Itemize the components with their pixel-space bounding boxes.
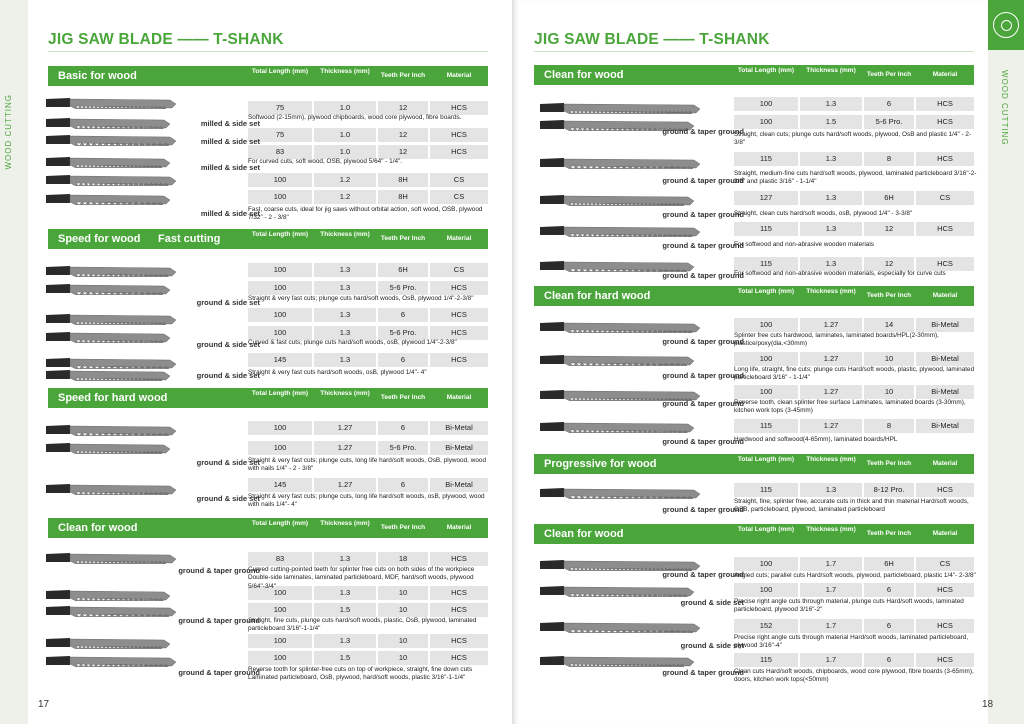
column-header-tpi: Teeth Per Inch: [380, 524, 426, 531]
column-header-tpi: Teeth Per Inch: [380, 235, 426, 242]
saw-blade-image: [46, 97, 176, 109]
column-header-thickness: Thickness (mm): [320, 231, 370, 238]
blade-grind-label: milled & side set: [200, 119, 260, 128]
spec-cell-thickness: 1.27: [314, 421, 376, 435]
application-description: Straight, clean cuts; plunge cuts hard/soft woods, plywood, OsB and plastic 1/4" - 2-3/8": [734, 131, 972, 147]
saw-blade-image: [46, 331, 170, 343]
spec-cell-tpi: 6: [864, 619, 914, 633]
blade-grind-label: ground & taper ground: [662, 241, 744, 250]
column-header-tpi: Teeth Per Inch: [866, 530, 912, 537]
spec-cell-tpi: 6H: [864, 191, 914, 205]
spec-cell-thickness: 1.5: [314, 603, 376, 617]
spec-cell-thickness: 1.3: [800, 191, 862, 205]
spec-cell-tpi: 14: [864, 318, 914, 332]
spec-cell-thickness: 1.3: [314, 586, 376, 600]
spec-cell-material: HCS: [916, 483, 974, 497]
blade-grind-label: milled & side set: [200, 137, 260, 146]
application-description: Straight, fine, splinter free, accurate cuts in thick and thin material Hard/soft woods, OSB, particleboard, plywood, laminated particleboard: [734, 498, 969, 514]
blade-grind-label: ground & side set: [680, 598, 744, 607]
spec-cell-material: Bi-Metal: [916, 352, 974, 366]
application-description: Reverse tooth for splinter-free cuts on top of workpiece, straight, fine down cuts Laminated particleboard, OsB, plywood, hard/soft woods, plastic 3/16"-1-1/4": [248, 666, 473, 682]
application-description: Precise right angle cuts through material Hard/soft woods, laminated particleboard, plywood 3/16"-4": [734, 634, 969, 650]
saw-blade-image: [46, 589, 170, 601]
spec-cell-length: 83: [248, 145, 312, 159]
saw-blade-image: [46, 117, 170, 129]
saw-blade-image: [46, 265, 176, 277]
section-title: Clean for wood: [544, 69, 624, 81]
section-header: [534, 286, 974, 306]
right-page-title: JIG SAW BLADE —— T-SHANK: [534, 31, 770, 48]
spec-cell-thickness: 1.5: [314, 651, 376, 665]
spec-cell-material: HCS: [430, 651, 488, 665]
blade-grind-label: ground & taper ground: [662, 437, 744, 446]
spec-cell-tpi: 8-12 Pro.: [864, 483, 914, 497]
spec-cell-material: HCS: [430, 353, 488, 367]
spec-cell-thickness: 1.27: [800, 352, 862, 366]
spec-cell-thickness: 1.2: [314, 190, 376, 204]
saw-blade-image: [46, 637, 170, 649]
blade-grind-label: ground & taper ground: [662, 337, 744, 346]
blade-grind-label: ground & taper ground: [662, 371, 744, 380]
spec-cell-tpi: 8: [864, 419, 914, 433]
spec-cell-thickness: 1.3: [800, 97, 862, 111]
application-description: Softwood (2-15mm), plywood chipboards, wood core plywood, fibre boards.: [248, 114, 462, 121]
column-header-thickness: Thickness (mm): [806, 456, 856, 463]
spec-cell-material: HCS: [916, 97, 974, 111]
spec-cell-material: HCS: [916, 619, 974, 633]
spec-cell-thickness: 1.0: [314, 101, 376, 115]
blade-grind-label: ground & taper ground: [178, 668, 260, 677]
spec-cell-length: 100: [248, 263, 312, 277]
saw-blade-image: [540, 225, 700, 237]
spec-cell-length: 83: [248, 552, 312, 566]
application-description: Reverse tooth, clean splinter free surface Laminates, laminated boards (3-30mm), kitchen work tops (3-45mm): [734, 399, 966, 415]
spec-cell-material: HCS: [916, 257, 974, 271]
spec-cell-tpi: 12: [864, 257, 914, 271]
column-header-tpi: Teeth Per Inch: [866, 460, 912, 467]
blade-grind-label: ground & side set: [196, 371, 260, 380]
spec-cell-material: HCS: [430, 326, 488, 340]
spec-cell-thickness: 1.0: [314, 128, 376, 142]
spec-cell-material: CS: [430, 173, 488, 187]
column-header-tpi: Teeth Per Inch: [380, 72, 426, 79]
spec-cell-length: 100: [734, 318, 798, 332]
section-title: Speed for hard wood: [58, 392, 168, 404]
saw-blade-image: [46, 156, 170, 168]
spec-cell-thickness: 1.5: [800, 115, 862, 129]
saw-blade-image: [540, 655, 694, 667]
spec-cell-length: 115: [734, 483, 798, 497]
blade-grind-label: ground & taper ground: [662, 570, 744, 579]
spec-cell-thickness: 1.2: [314, 173, 376, 187]
spec-cell-material: CS: [430, 190, 488, 204]
saw-blade-image: [46, 134, 176, 146]
spec-cell-material: Bi-Metal: [430, 421, 488, 435]
saw-blade-image: [46, 605, 176, 617]
left-title-rule: [48, 51, 488, 52]
spec-cell-length: 100: [734, 115, 798, 129]
column-header-material: Material: [932, 530, 958, 537]
column-header-length: Total Length (mm): [737, 526, 795, 533]
column-header-material: Material: [446, 72, 472, 79]
blade-grind-label: ground & taper ground: [662, 127, 744, 136]
spec-cell-length: 100: [248, 190, 312, 204]
section-header: [534, 454, 974, 474]
spec-cell-thickness: 1.27: [314, 441, 376, 455]
spec-cell-tpi: 6: [378, 478, 428, 492]
section-header: [534, 65, 974, 85]
column-header-length: Total Length (mm): [251, 520, 309, 527]
spec-cell-tpi: 8H: [378, 190, 428, 204]
column-header-thickness: Thickness (mm): [320, 68, 370, 75]
spec-cell-length: 100: [248, 173, 312, 187]
spec-cell-length: 100: [248, 308, 312, 322]
column-header-length: Total Length (mm): [251, 390, 309, 397]
spec-cell-thickness: 1.3: [800, 257, 862, 271]
application-description: Curved & fast cuts; plunge cuts hard/soft woods, osB, plywood 1/4"-2-3/8": [248, 339, 457, 346]
saw-blade-image: [46, 442, 170, 454]
column-header-material: Material: [932, 71, 958, 78]
column-header-thickness: Thickness (mm): [806, 288, 856, 295]
application-description: Straight, clean cuts hard/soft woods, osB, plywood 1/4" - 3-3/8": [734, 210, 913, 217]
spec-cell-material: Bi-Metal: [916, 318, 974, 332]
spec-cell-thickness: 1.3: [800, 483, 862, 497]
application-description: For softwood and non-abrasive wooden materials: [734, 241, 874, 248]
spec-cell-tpi: 6: [378, 308, 428, 322]
spec-cell-thickness: 1.3: [314, 308, 376, 322]
spec-cell-tpi: 6: [864, 97, 914, 111]
saw-blade-image: [46, 369, 170, 381]
spec-cell-thickness: 1.7: [800, 619, 862, 633]
application-description: Straight & very fast cuts; plunge cuts, long life hard/soft woods, OsB, plywood, wood with nails 1/4" - 2 - 3/8": [248, 457, 486, 473]
spec-cell-length: 100: [248, 651, 312, 665]
blade-grind-label: milled & side set: [200, 163, 260, 172]
application-description: Curved cutting-pointed teeth for splinter free cuts on both sides of the workpiece Double-side laminates, laminated particleboard, MDF, hard/soft woods, plywood 5/64"-3/4": [248, 566, 475, 590]
section-subtitle: Fast cutting: [158, 233, 221, 245]
application-description: Straight & very fast cuts; plunge cuts hard/soft woods, OsB, plywood 1/4"-2-3/8": [248, 295, 474, 302]
blade-grind-label: ground & taper ground: [662, 505, 744, 514]
spec-cell-tpi: 8: [864, 152, 914, 166]
left-page-number: 17: [38, 699, 50, 710]
spec-cell-length: 100: [248, 326, 312, 340]
left-page-title: JIG SAW BLADE —— T-SHANK: [48, 31, 284, 48]
blade-grind-label: ground & taper ground: [662, 176, 744, 185]
spec-cell-length: 100: [248, 281, 312, 295]
saw-blade-image: [540, 354, 694, 366]
spec-cell-tpi: 5-6 Pro.: [378, 281, 428, 295]
blade-grind-label: ground & taper ground: [662, 668, 744, 677]
application-description: Clean cuts Hard/soft woods, chipboards, wood core plywood, fibre boards (3-65mm), doors, kitchen work tops(<50mm): [734, 668, 974, 684]
blade-grind-label: ground & taper ground: [662, 399, 744, 408]
spec-cell-material: HCS: [916, 653, 974, 667]
spec-cell-length: 100: [248, 586, 312, 600]
spec-cell-thickness: 1.7: [800, 653, 862, 667]
blade-grind-label: ground & side set: [196, 298, 260, 307]
column-header-material: Material: [932, 460, 958, 467]
spec-cell-tpi: 6: [378, 421, 428, 435]
spec-cell-tpi: 12: [864, 222, 914, 236]
spec-cell-tpi: 5-6 Pro.: [864, 115, 914, 129]
section-title: Speed for wood: [58, 233, 141, 245]
column-header-tpi: Teeth Per Inch: [866, 71, 912, 78]
application-description: Hardwood and softwood(4-65mm), laminated boards/HPL: [734, 436, 898, 443]
spec-cell-tpi: 6: [378, 353, 428, 367]
spec-cell-length: 100: [248, 421, 312, 435]
blade-grind-label: ground & side set: [680, 641, 744, 650]
spec-cell-length: 100: [248, 634, 312, 648]
column-header-thickness: Thickness (mm): [806, 67, 856, 74]
column-header-material: Material: [446, 235, 472, 242]
application-description: Splinter free cuts hardwood, laminates, laminated boards/HPL(2-30mm), plastice/poxy(dia.<30mm): [734, 332, 939, 348]
spec-cell-tpi: 10: [864, 385, 914, 399]
saw-blade-image: [540, 421, 694, 433]
spec-cell-thickness: 1.3: [314, 552, 376, 566]
saw-blade-image: [46, 193, 170, 205]
right-page: [512, 0, 1024, 724]
spec-cell-thickness: 1.3: [314, 281, 376, 295]
saw-blade-image: [540, 194, 694, 206]
spec-cell-material: Bi-Metal: [430, 441, 488, 455]
column-header-thickness: Thickness (mm): [320, 390, 370, 397]
column-header-length: Total Length (mm): [737, 67, 795, 74]
blade-grind-label: ground & taper ground: [178, 566, 260, 575]
blade-grind-label: ground & side set: [196, 458, 260, 467]
spec-cell-thickness: 1.0: [314, 145, 376, 159]
spec-cell-length: 115: [734, 222, 798, 236]
spec-cell-tpi: 10: [378, 603, 428, 617]
saw-blade-image: [46, 483, 176, 495]
saw-blade-image: [46, 552, 176, 564]
spec-cell-tpi: 12: [378, 101, 428, 115]
spec-cell-material: HCS: [916, 583, 974, 597]
blade-grind-label: ground & side set: [196, 340, 260, 349]
spec-cell-material: HCS: [430, 603, 488, 617]
section-header: [48, 388, 488, 408]
spec-cell-material: Bi-Metal: [916, 385, 974, 399]
application-description: Angled cuts; parallel cuts Hard/soft woods, plywood, particleboard, plastic 1/4"- 2-3/8": [734, 572, 976, 579]
application-description: Long life, straight, fine cuts; plunge cuts Hard/soft woods, plastic, plywood, laminated particleboard 3/16" - 1-1/4": [734, 366, 975, 382]
application-description: Straight, fine cuts, plunge cuts hard/soft woods, plastic, OsB, plywood, laminated particleboard 3/16"-1-1/4": [248, 617, 477, 633]
spec-cell-tpi: 10: [864, 352, 914, 366]
section-header: [48, 229, 488, 249]
application-description: Straight & very fast cuts hard/soft woods, osB, plywood 1/4"- 4": [248, 369, 427, 376]
spec-cell-material: CS: [916, 557, 974, 571]
saw-blade-image: [540, 487, 700, 499]
saw-blade-image: [540, 157, 700, 169]
column-header-tpi: Teeth Per Inch: [866, 292, 912, 299]
blade-grind-label: milled & side set: [200, 209, 260, 218]
application-description: Straight, medium-fine cuts hard/soft woods, plywood, laminated particleboard 3/16"-2-3/8" and plastic 3/16" - 1-1/4": [734, 170, 977, 186]
spec-cell-material: CS: [430, 263, 488, 277]
spec-cell-thickness: 1.27: [314, 478, 376, 492]
blade-grind-label: ground & taper ground: [662, 271, 744, 280]
spec-cell-length: 75: [248, 128, 312, 142]
application-description: For curved cuts, soft wood, OSB, plywood 5/64" - 1/4".: [248, 158, 403, 165]
spec-cell-tpi: 5-6 Pro.: [378, 326, 428, 340]
spec-cell-tpi: 10: [378, 634, 428, 648]
column-header-length: Total Length (mm): [737, 456, 795, 463]
spec-cell-length: 75: [248, 101, 312, 115]
blade-grind-label: ground & taper ground: [662, 210, 744, 219]
spec-cell-material: HCS: [430, 586, 488, 600]
spec-cell-thickness: 1.3: [314, 353, 376, 367]
column-header-material: Material: [932, 292, 958, 299]
saw-blade-icon: [993, 12, 1019, 38]
spec-cell-length: 145: [248, 353, 312, 367]
right-page-number: 18: [982, 699, 994, 710]
spec-cell-thickness: 1.3: [800, 152, 862, 166]
blade-grind-label: ground & side set: [196, 494, 260, 503]
spec-cell-tpi: 8H: [378, 173, 428, 187]
spec-cell-thickness: 1.27: [800, 419, 862, 433]
saw-blade-image: [46, 283, 170, 295]
saw-blade-image: [540, 621, 700, 633]
spec-cell-material: HCS: [430, 308, 488, 322]
right-side-label: WOOD CUTTING: [1000, 70, 1009, 146]
spec-cell-tpi: 6: [864, 583, 914, 597]
column-header-thickness: Thickness (mm): [806, 526, 856, 533]
spec-cell-length: 145: [248, 478, 312, 492]
spec-cell-material: HCS: [430, 552, 488, 566]
saw-blade-image: [540, 585, 694, 597]
spec-cell-material: HCS: [430, 634, 488, 648]
spec-cell-material: HCS: [916, 115, 974, 129]
left-side-label: WOOD CUTTING: [4, 94, 13, 170]
spec-cell-thickness: 1.3: [314, 634, 376, 648]
section-title: Clean for wood: [58, 522, 138, 534]
spec-cell-tpi: 12: [378, 128, 428, 142]
column-header-length: Total Length (mm): [737, 288, 795, 295]
saw-blade-image: [46, 174, 176, 186]
spec-cell-length: 115: [734, 419, 798, 433]
saw-blade-image: [540, 102, 700, 114]
spec-cell-length: 115: [734, 152, 798, 166]
spec-cell-length: 115: [734, 653, 798, 667]
spec-cell-material: HCS: [430, 145, 488, 159]
section-title: Progressive for wood: [544, 458, 657, 470]
spec-cell-thickness: 1.3: [314, 263, 376, 277]
application-description: Fast, coarse cuts, ideal for jig saws without orbital action, soft wood, OSB, plywood 7/32" - 2 - 3/8": [248, 206, 483, 222]
right-title-rule: [534, 51, 974, 52]
spec-cell-length: 100: [248, 441, 312, 455]
application-description: For softwood and non-abrasive wooden materials, especially for curve cuts: [734, 270, 946, 277]
spec-cell-thickness: 1.3: [800, 222, 862, 236]
left-side-band: [0, 0, 28, 724]
saw-blade-image: [46, 357, 176, 369]
brand-logo: [988, 0, 1024, 50]
column-header-thickness: Thickness (mm): [320, 520, 370, 527]
spec-cell-thickness: 1.27: [800, 318, 862, 332]
spec-cell-material: Bi-Metal: [916, 419, 974, 433]
spec-cell-length: 100: [734, 583, 798, 597]
spec-cell-material: HCS: [430, 128, 488, 142]
column-header-tpi: Teeth Per Inch: [380, 394, 426, 401]
spec-cell-tpi: 6H: [378, 263, 428, 277]
blade-grind-label: ground & taper ground: [178, 616, 260, 625]
column-header-material: Material: [446, 394, 472, 401]
spec-cell-tpi: 18: [378, 552, 428, 566]
column-header-material: Material: [446, 524, 472, 531]
spec-cell-thickness: 1.3: [314, 326, 376, 340]
spec-cell-material: Bi-Metal: [430, 478, 488, 492]
section-title: Clean for wood: [544, 528, 624, 540]
spec-cell-material: HCS: [430, 101, 488, 115]
column-header-length: Total Length (mm): [251, 231, 309, 238]
spec-cell-tpi: 6H: [864, 557, 914, 571]
spec-cell-tpi: 10: [378, 586, 428, 600]
spec-cell-length: 100: [248, 603, 312, 617]
spec-cell-length: 100: [734, 557, 798, 571]
spec-cell-thickness: 1.7: [800, 557, 862, 571]
section-header: [48, 518, 488, 538]
application-description: Precise right angle cuts through material, plunge cuts Hard/soft woods, laminated particleboard, plywood 3/16"-2": [734, 598, 964, 614]
spec-cell-material: HCS: [916, 152, 974, 166]
saw-blade-image: [46, 424, 176, 436]
spec-cell-tpi: 5-6 Pro.: [378, 441, 428, 455]
spec-cell-material: HCS: [430, 281, 488, 295]
spec-cell-tpi: 12: [378, 145, 428, 159]
spec-cell-length: 100: [734, 97, 798, 111]
saw-blade-image: [46, 313, 176, 325]
spec-cell-tpi: 10: [378, 651, 428, 665]
section-title: Clean for hard wood: [544, 290, 651, 302]
spec-cell-length: 152: [734, 619, 798, 633]
application-description: Straight & very fast cuts; plunge cuts, long life hard/soft woods, osB, plywood, wood with nails 1/4"- 4": [248, 493, 485, 509]
spec-cell-material: HCS: [916, 222, 974, 236]
section-header: [534, 524, 974, 544]
column-header-length: Total Length (mm): [251, 68, 309, 75]
spec-cell-length: 100: [734, 352, 798, 366]
section-title: Basic for wood: [58, 70, 137, 82]
spec-cell-thickness: 1.27: [800, 385, 862, 399]
spec-cell-length: 115: [734, 257, 798, 271]
section-header: [48, 66, 488, 86]
spec-cell-material: CS: [916, 191, 974, 205]
spec-cell-thickness: 1.7: [800, 583, 862, 597]
right-side-band: [988, 0, 1024, 724]
spec-cell-tpi: 6: [864, 653, 914, 667]
spec-cell-length: 127: [734, 191, 798, 205]
spec-cell-length: 100: [734, 385, 798, 399]
saw-blade-image: [46, 655, 176, 667]
saw-blade-image: [540, 321, 700, 333]
